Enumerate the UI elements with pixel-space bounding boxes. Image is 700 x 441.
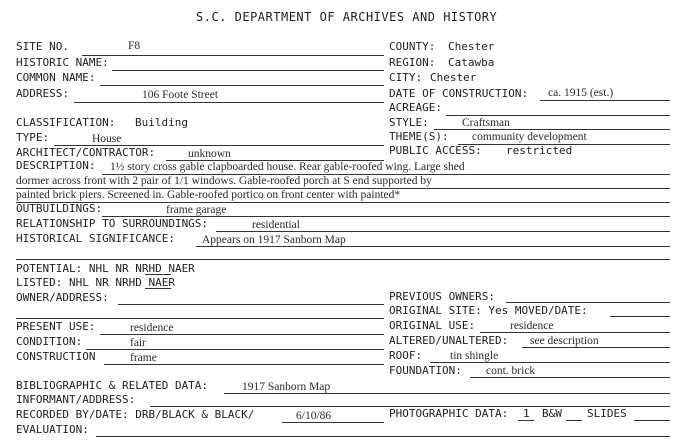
- present-use-line: [100, 334, 384, 335]
- construction-line: [104, 364, 384, 365]
- original-use-label: ORIGINAL USE:: [389, 319, 476, 332]
- foundation-label: FOUNDATION:: [389, 364, 462, 377]
- potential-nrhd-underline: [145, 274, 171, 275]
- recorded-by-line: [282, 422, 384, 423]
- date-of-construction-label: DATE OF CONSTRUCTION:: [389, 87, 529, 100]
- theme-label: THEME(S):: [389, 130, 449, 143]
- historical-significance-line: [196, 246, 670, 247]
- roof-label: ROOF:: [389, 349, 423, 362]
- region-label: REGION:: [389, 56, 436, 69]
- owner-address-line: [118, 304, 384, 305]
- evaluation-line: [96, 436, 670, 437]
- classification-label: CLASSIFICATION:: [16, 116, 116, 129]
- outbuildings-value: frame garage: [166, 204, 227, 216]
- city-label: CITY:: [389, 71, 423, 84]
- city-value: Chester: [430, 71, 477, 84]
- altered-line: [522, 347, 670, 348]
- description-label: DESCRIPTION:: [16, 159, 96, 172]
- original-site-label: ORIGINAL SITE: Yes MOVED/DATE:: [389, 304, 588, 317]
- evaluation-label: EVALUATION:: [16, 423, 89, 436]
- common-name-label: COMMON NAME:: [16, 71, 96, 84]
- description-line-3: painted brick piers. Screened in. Gable-roofed portico on front center with painted*: [16, 189, 401, 201]
- historical-significance-label: HISTORICAL SIGNIFICANCE:: [16, 232, 175, 245]
- relationship-line: [216, 231, 670, 232]
- address-label: ADDRESS:: [16, 87, 69, 100]
- style-line: [434, 129, 670, 130]
- acreage-label: ACREAGE:: [389, 101, 442, 114]
- public-access-value: restricted: [506, 144, 573, 157]
- site-no-line: [82, 55, 384, 56]
- listed-nrhd-underline: [145, 288, 171, 289]
- previous-owners-line: [506, 302, 670, 303]
- acreage-line: [446, 115, 670, 116]
- classification-value: Building: [135, 116, 188, 129]
- common-name-line: [100, 85, 384, 86]
- bibliographic-label: BIBLIOGRAPHIC & RELATED DATA:: [16, 379, 209, 392]
- original-use-line: [480, 332, 670, 333]
- architect-label: ARCHITECT/CONTRACTOR:: [16, 146, 156, 159]
- altered-label: ALTERED/UNALTERED:: [389, 334, 509, 347]
- condition-line: [86, 349, 384, 350]
- present-use-value: residence: [130, 322, 174, 334]
- relationship-label: RELATIONSHIP TO SURROUNDINGS:: [16, 217, 209, 230]
- altered-value: see description: [530, 335, 599, 347]
- owner-address-line-2: [16, 318, 384, 319]
- architect-value: unknown: [188, 148, 231, 160]
- county-value: Chester: [448, 40, 495, 53]
- region-value: Catawba: [448, 56, 495, 69]
- bibliographic-value: 1917 Sanborn Map: [242, 381, 331, 393]
- potential-label: POTENTIAL: NHL NR NRHD NAER: [16, 262, 195, 275]
- date-of-construction-line: [540, 100, 670, 101]
- moved-date-line: [610, 316, 670, 317]
- historical-significance-value: Appears on 1917 Sanborn Map: [202, 234, 346, 246]
- photographic-bw-label: B&W: [542, 407, 562, 420]
- photographic-label: PHOTOGRAPHIC DATA:: [389, 407, 509, 420]
- roof-value: tin shingle: [450, 350, 499, 362]
- description-line-1: 1½ story cross gable clapboarded house. Rear gable-roofed wing. Large shed: [110, 161, 465, 173]
- owner-address-label: OWNER/ADDRESS:: [16, 291, 109, 304]
- historic-name-label: HISTORIC NAME:: [16, 56, 109, 69]
- county-label: COUNTY:: [389, 40, 436, 53]
- type-value: House: [92, 133, 122, 145]
- relationship-value: residential: [252, 219, 300, 231]
- construction-value: frame: [130, 352, 157, 364]
- recorded-by-date: 6/10/86: [296, 410, 332, 422]
- site-no-value: F8: [128, 40, 141, 52]
- page-title: S.C. DEPARTMENT OF ARCHIVES AND HISTORY: [196, 10, 498, 24]
- address-value: 106 Foote Street: [142, 89, 219, 101]
- blank-line: [16, 259, 670, 260]
- construction-label: CONSTRUCTION: [16, 350, 96, 363]
- photographic-count: 1: [523, 407, 530, 420]
- condition-value: fair: [130, 337, 146, 349]
- photographic-count-line: [518, 420, 534, 421]
- listed-label: LISTED: NHL NR NRHD NAER: [16, 276, 175, 289]
- foundation-value: cont. brick: [486, 365, 536, 377]
- public-access-label: PUBLIC ACCESS:: [389, 144, 482, 157]
- present-use-label: PRESENT USE:: [16, 320, 96, 333]
- date-of-construction-value: ca. 1915 (est.): [548, 87, 614, 99]
- outbuildings-label: OUTBUILDINGS:: [16, 202, 103, 215]
- foundation-line: [470, 377, 670, 378]
- photographic-slides-label: SLIDES: [587, 407, 627, 420]
- bibliographic-line: [224, 393, 670, 394]
- roof-line: [430, 362, 670, 363]
- description-underline-3: [16, 202, 670, 203]
- photographic-slides-line: [634, 420, 670, 421]
- condition-label: CONDITION:: [16, 335, 83, 348]
- previous-owners-label: PREVIOUS OWNERS:: [389, 290, 495, 303]
- historic-name-line: [112, 70, 384, 71]
- recorded-by-label: RECORDED BY/DATE: DRB/BLACK & BLACK/: [16, 408, 255, 421]
- description-line-2: dormer across front with 2 pair of 1/1 windows. Gable-roofed porch at S end supported by: [16, 175, 432, 187]
- theme-value: community development: [472, 131, 587, 143]
- address-line: [74, 102, 384, 103]
- informant-label: INFORMANT/ADDRESS:: [16, 393, 136, 406]
- photographic-bw-line: [566, 420, 582, 421]
- style-label: STYLE:: [389, 116, 429, 129]
- original-use-value: residence: [510, 320, 554, 332]
- site-no-label: SITE NO.: [16, 40, 69, 53]
- style-value: Craftsman: [462, 117, 510, 129]
- type-label: TYPE:: [16, 131, 50, 144]
